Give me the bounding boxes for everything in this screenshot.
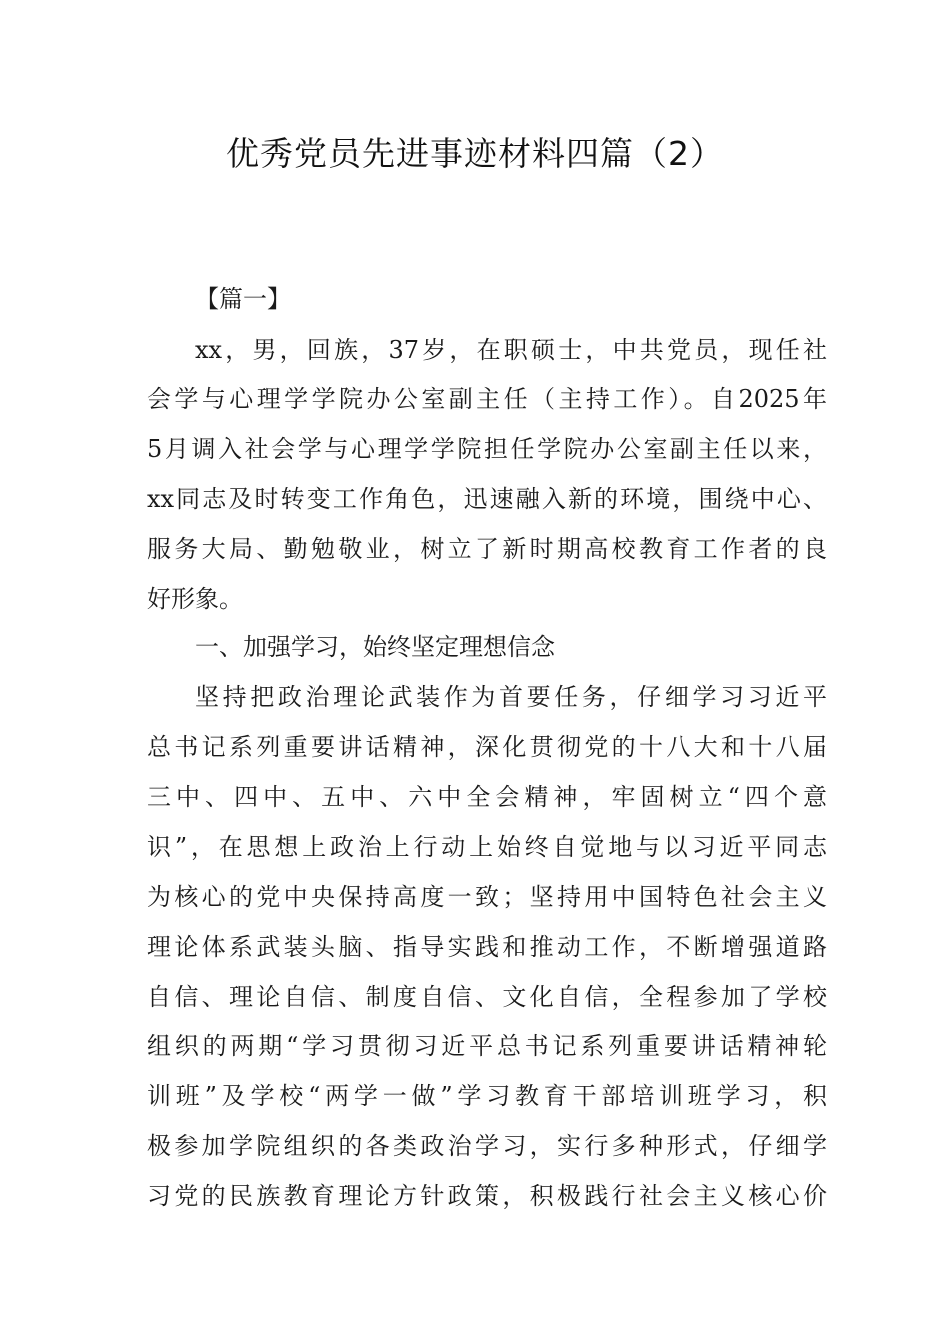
section-heading: 一、加强学习，始终坚定理想信念 — [195, 633, 555, 661]
paragraph-line: 好形象。 — [147, 585, 243, 613]
paragraph-line: xx同志及时转变工作角色，迅速融入新的环境，围绕中心、 — [147, 485, 827, 513]
paragraph-line: 训班”及学校“两学一做”学习教育干部培训班学习，积 — [147, 1082, 827, 1110]
paragraph-line: 组织的两期“学习贯彻习近平总书记系列重要讲话精神轮 — [147, 1032, 827, 1060]
paragraph-line: 自信、理论自信、制度自信、文化自信，全程参加了学校 — [147, 983, 827, 1011]
paragraph-line: 识”，在思想上政治上行动上始终自觉地与以习近平同志 — [147, 833, 827, 861]
paragraph-line: 坚持把政治理论武装作为首要任务，仔细学习习近平 — [195, 683, 827, 711]
paragraph-line: 会学与心理学学院办公室副主任（主持工作）。自2025年 — [147, 385, 827, 413]
paragraph-line: 习党的民族教育理论方针政策，积极践行社会主义核心价 — [147, 1182, 827, 1210]
paragraph-line: 为核心的党中央保持高度一致；坚持用中国特色社会主义 — [147, 883, 827, 911]
paragraph-line: 理论体系武装头脑、指导实践和推动工作，不断增强道路 — [147, 933, 827, 961]
paragraph-line: 5月调入社会学与心理学学院担任学院办公室副主任以来， — [147, 435, 827, 463]
paragraph-line: 服务大局、勤勉敬业，树立了新时期高校教育工作者的良 — [147, 535, 827, 563]
section-label: 【篇一】 — [195, 285, 291, 313]
paragraph-line: 总书记系列重要讲话精神，深化贯彻党的十八大和十八届 — [147, 733, 827, 761]
paragraph-line: 极参加学院组织的各类政治学习，实行多种形式，仔细学 — [147, 1132, 827, 1160]
paragraph-line: 三中、四中、五中、六中全会精神，牢固树立“四个意 — [147, 783, 827, 811]
paragraph-line: xx，男，回族，37岁，在职硕士，中共党员，现任社 — [195, 336, 827, 364]
document-title: 优秀党员先进事迹材料四篇（2） — [226, 134, 724, 173]
